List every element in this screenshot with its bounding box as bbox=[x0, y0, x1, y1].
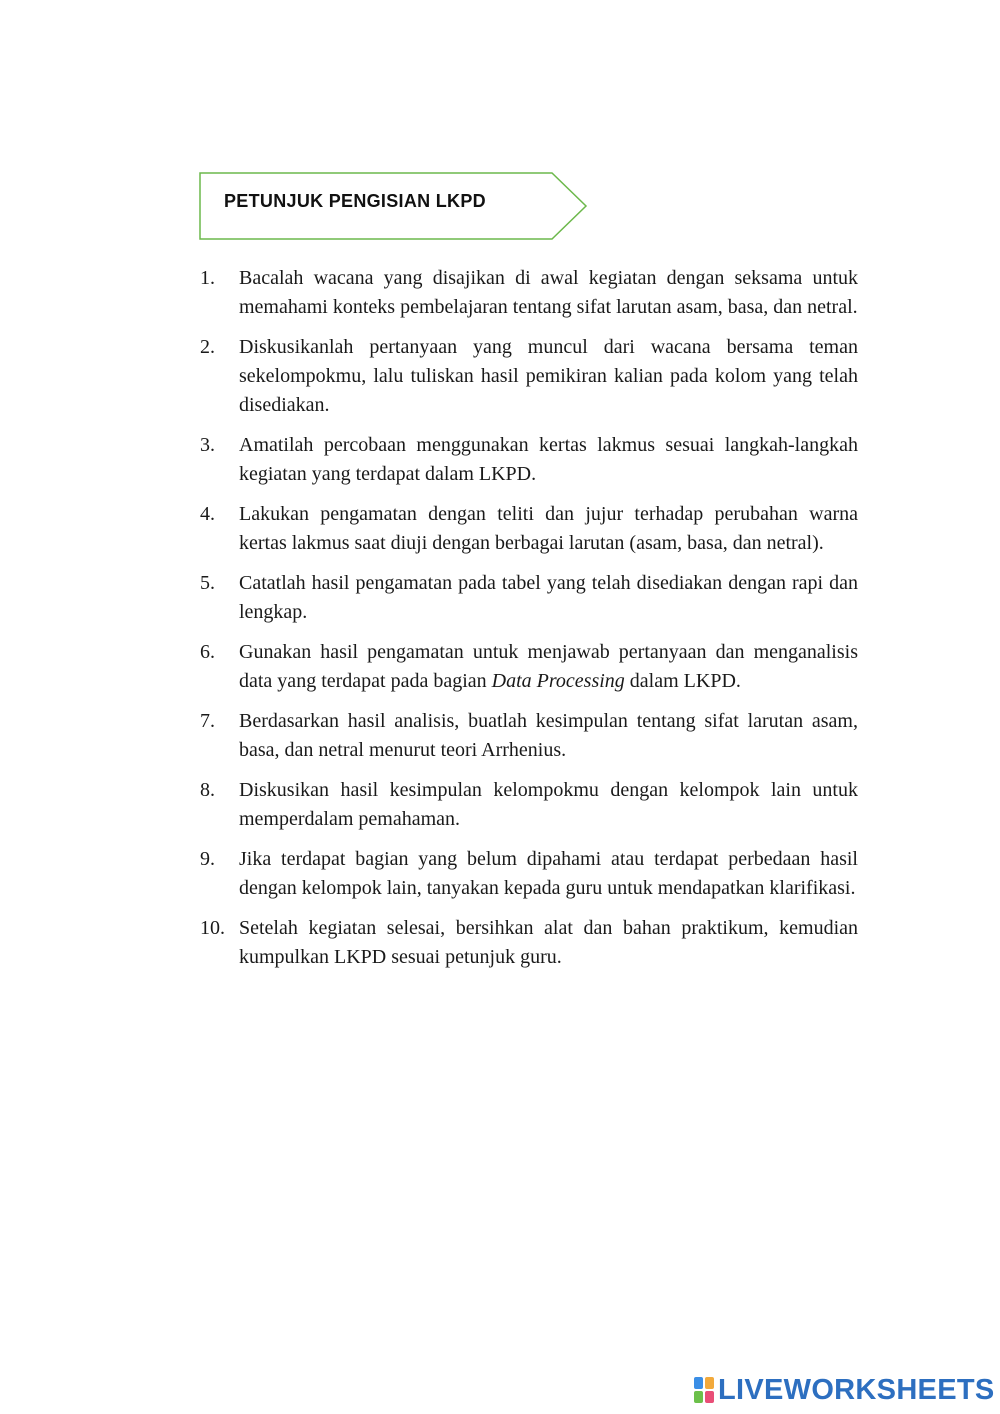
item-text: Bacalah wacana yang disajikan di awal kegiatan dengan seksama untuk memahami konteks pembelajaran tentang sifat larutan asam, basa, dan netral. bbox=[239, 267, 858, 318]
item-number: 4. bbox=[200, 503, 215, 525]
item-number: 7. bbox=[200, 710, 215, 732]
list-item bbox=[200, 431, 858, 489]
instruction-list bbox=[200, 264, 858, 983]
item-number: 3. bbox=[200, 434, 215, 456]
instructions-heading bbox=[199, 172, 589, 242]
list-item bbox=[200, 264, 858, 322]
item-text-before: Gunakan hasil pengamatan untuk menjawab pertanyaan dan menganalisis data yang terdapat pada bagian bbox=[239, 641, 858, 692]
list-item bbox=[200, 776, 858, 834]
list-item bbox=[200, 500, 858, 558]
list-item bbox=[200, 638, 858, 696]
item-number: 2. bbox=[200, 336, 215, 358]
list-item bbox=[200, 569, 858, 627]
item-text: Amatilah percobaan menggunakan kertas lakmus sesuai langkah-langkah kegiatan yang terdapat dalam LKPD. bbox=[239, 434, 858, 485]
item-text: Diskusikan hasil kesimpulan kelompokmu dengan kelompok lain untuk memperdalam pemahaman. bbox=[239, 779, 858, 830]
list-item bbox=[200, 707, 858, 765]
liveworksheets-watermark bbox=[694, 1374, 995, 1406]
list-item bbox=[200, 845, 858, 903]
item-text-italic: Data Processing bbox=[491, 670, 625, 692]
item-number: 1. bbox=[200, 267, 215, 289]
item-text: Lakukan pengamatan dengan teliti dan jujur terhadap perubahan warna kertas lakmus saat diuji dengan berbagai larutan (asam, basa, dan netral). bbox=[239, 503, 858, 554]
item-text: Jika terdapat bagian yang belum dipahami atau terdapat perbedaan hasil dengan kelompok lain, tanyakan kepada guru untuk mendapatkan klarifikasi. bbox=[239, 848, 858, 899]
item-text: Berdasarkan hasil analisis, buatlah kesimpulan tentang sifat larutan asam, basa, dan netral menurut teori Arrhenius. bbox=[239, 710, 858, 761]
item-text: Catatlah hasil pengamatan pada tabel yang telah disediakan dengan rapi dan lengkap. bbox=[239, 572, 858, 623]
list-item bbox=[200, 914, 858, 972]
item-number: 9. bbox=[200, 848, 215, 870]
item-number: 6. bbox=[200, 641, 215, 663]
list-item bbox=[200, 333, 858, 420]
item-number: 5. bbox=[200, 572, 215, 594]
liveworksheets-logo-icon bbox=[694, 1377, 714, 1403]
item-number: 8. bbox=[200, 779, 215, 801]
item-text: Diskusikanlah pertanyaan yang muncul dari wacana bersama teman sekelompokmu, lalu tuliskan hasil pemikiran kalian pada kolom yang telah disediakan. bbox=[239, 336, 858, 416]
watermark-text: LIVEWORKSHEETS bbox=[718, 1374, 995, 1406]
item-number: 10. bbox=[200, 917, 225, 939]
item-text-after: dalam LKPD. bbox=[624, 670, 741, 692]
heading-title: PETUNJUK PENGISIAN LKPD bbox=[224, 191, 486, 211]
item-text: Setelah kegiatan selesai, bersihkan alat dan bahan praktikum, kemudian kumpulkan LKPD sesuai petunjuk guru. bbox=[239, 917, 858, 968]
